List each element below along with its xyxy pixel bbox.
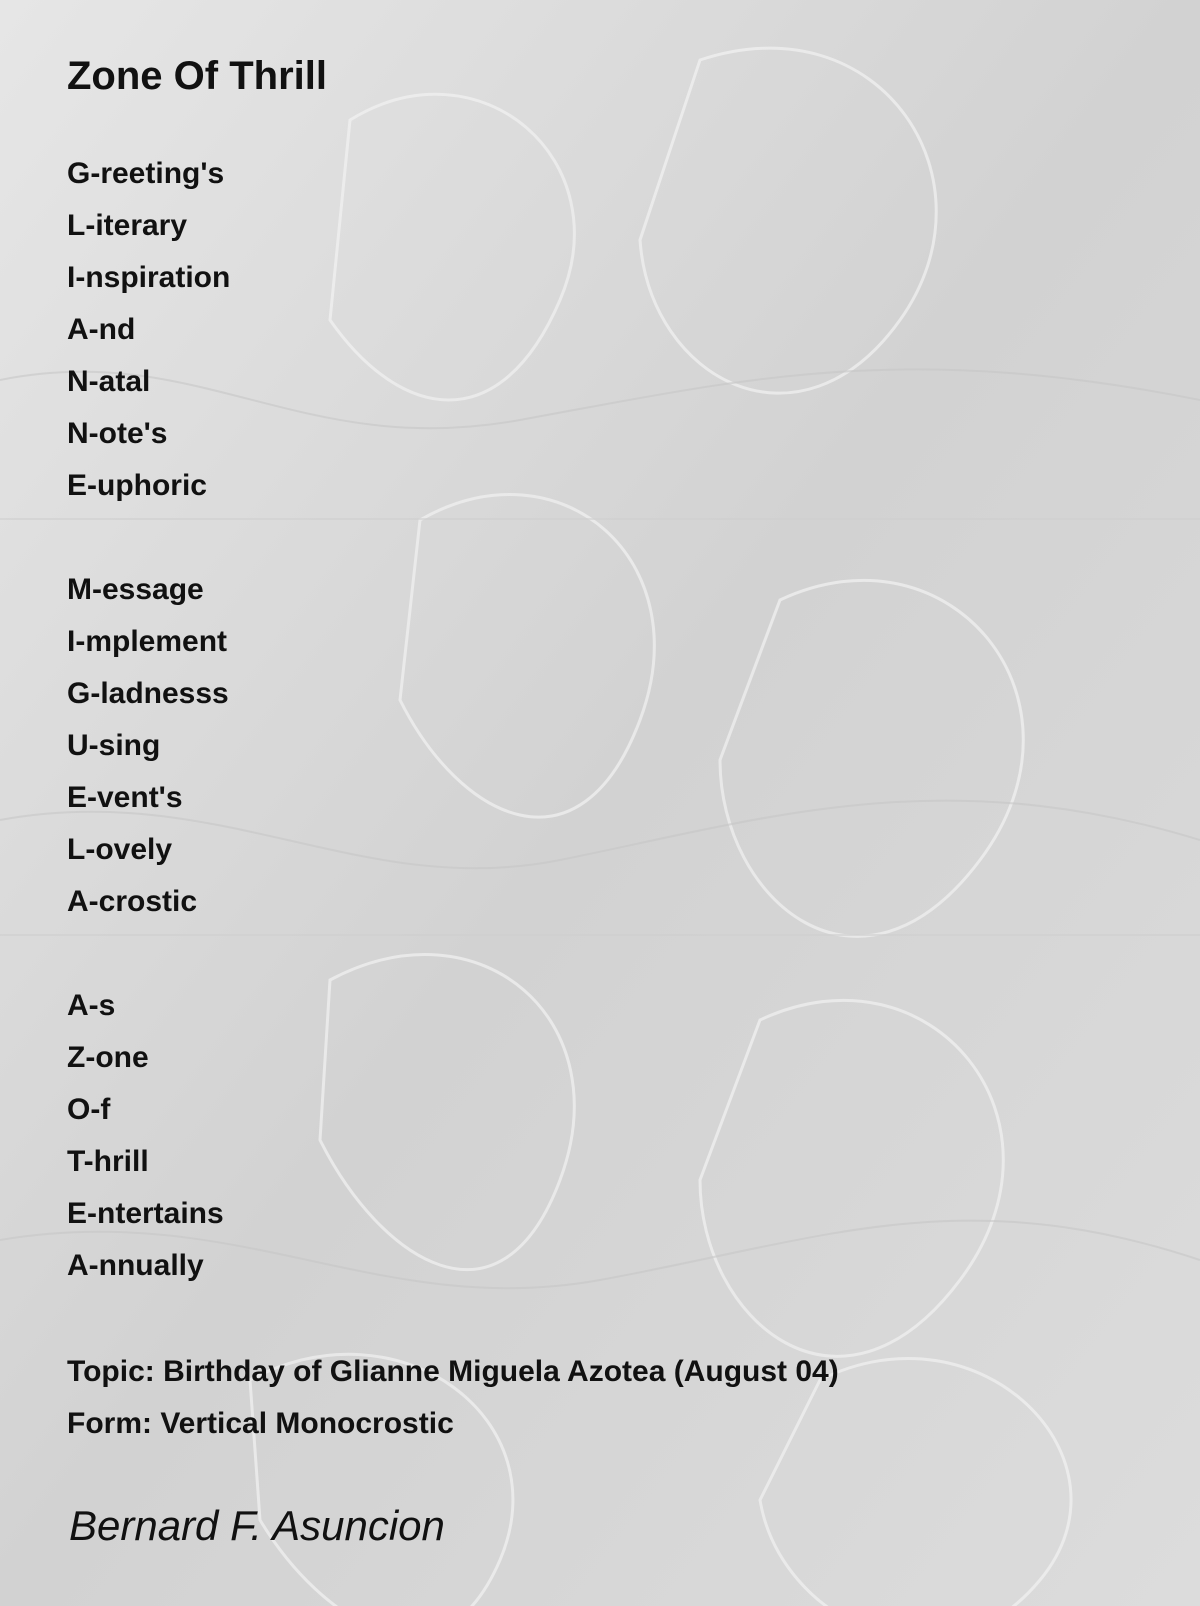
poem-line: U-sing [67,729,161,762]
poem-line: O-f [67,1093,111,1126]
poem-line: Z-one [67,1041,149,1074]
poem-line: L-ovely [67,833,173,866]
poem-line: I-mplement [67,625,228,658]
poem-line: T-hrill [67,1145,149,1178]
poem-author: Bernard F. Asuncion [69,1502,445,1549]
poem-line: A-s [67,989,116,1022]
poem-topic: Topic: Birthday of Glianne Miguela Azotea (August 04) [67,1355,839,1388]
stanza-2 [67,564,229,928]
poem-line: N-ote's [67,417,168,450]
poem-line: G-reeting's [67,157,225,190]
poem-line: E-vent's [67,781,183,814]
poem-line: L-iterary [67,209,188,242]
poem-notes [67,1346,839,1450]
poem-line: I-nspiration [67,261,231,294]
poem-form: Form: Vertical Monocrostic [67,1407,454,1440]
poem-line: E-ntertains [67,1197,224,1230]
poem-line: A-crostic [67,885,198,918]
stanza-1 [67,148,230,512]
poem-line: A-nd [67,313,136,346]
poem-line: M-essage [67,573,204,606]
poem-line: G-ladnesss [67,677,229,710]
poem-line: A-nnually [67,1249,204,1282]
poem-title: Zone Of Thrill [67,54,327,98]
poem-line: E-uphoric [67,469,207,502]
poem-line: N-atal [67,365,151,398]
stanza-3 [67,980,224,1292]
